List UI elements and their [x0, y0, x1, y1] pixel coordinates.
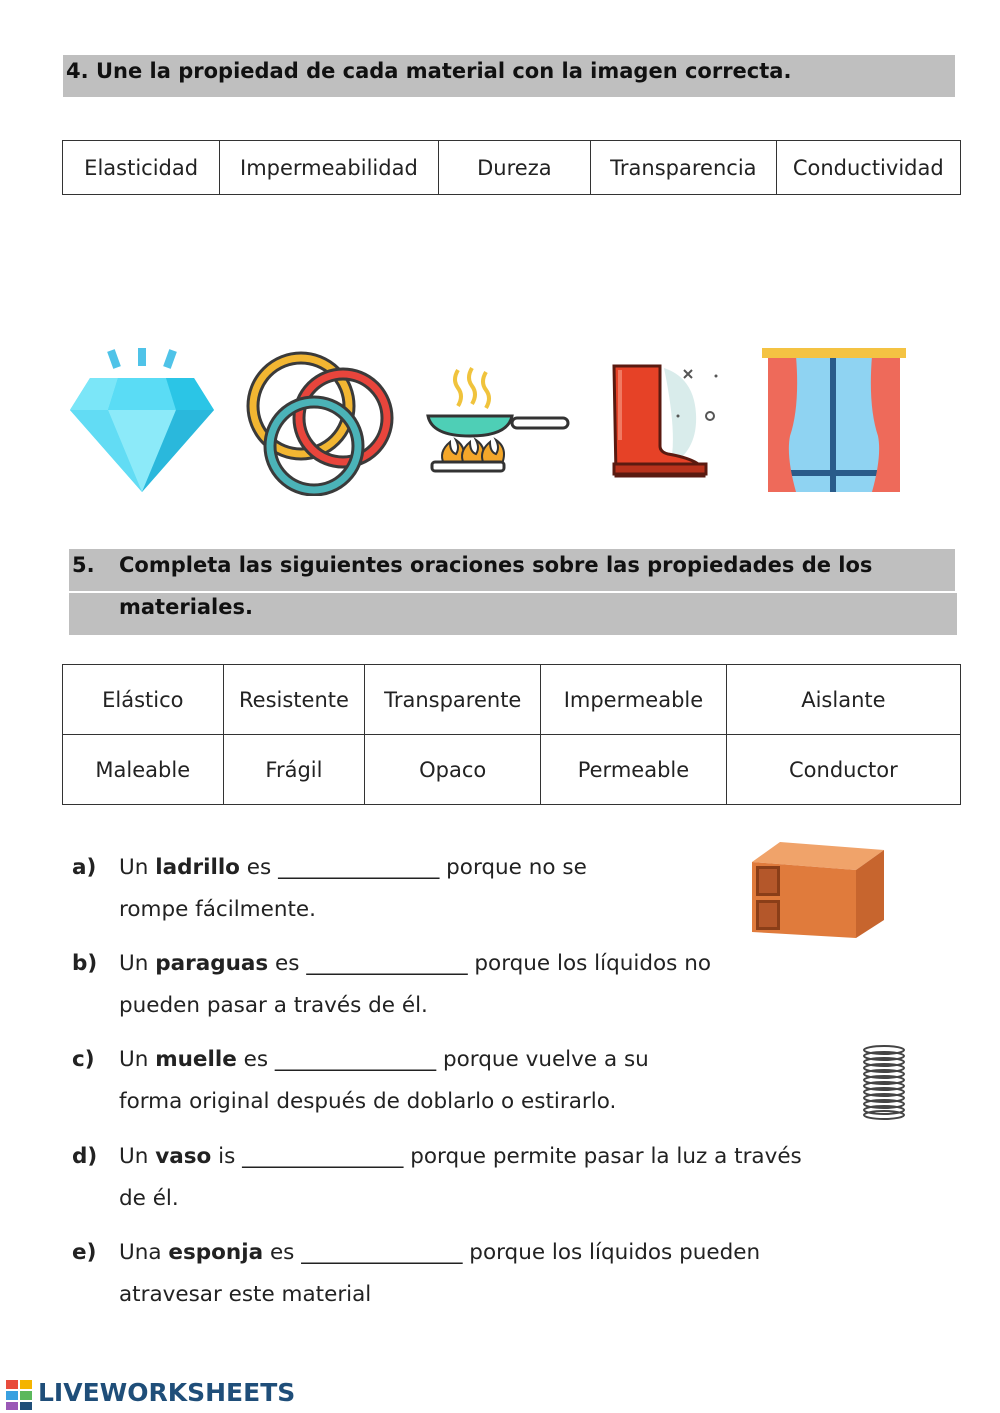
sentence-line1: Un muelle es _______________ porque vuelve a su: [119, 1047, 649, 1072]
sentence-letter: d): [72, 1144, 98, 1169]
sentence-line1: Una esponja es _______________ porque los líquidos pueden: [119, 1240, 761, 1265]
property-cell-conductivity: Conductividad: [776, 141, 960, 195]
sentence-letter: c): [72, 1047, 95, 1072]
sentence-line2: de él.: [119, 1186, 179, 1211]
brick-icon: [750, 840, 886, 940]
question-5-header-line2: [69, 593, 957, 635]
sentence-keyword: vaso: [155, 1144, 212, 1169]
question-number: 4.: [66, 59, 89, 83]
word-cell: Conductor: [726, 735, 960, 805]
logo-icon: [6, 1380, 32, 1410]
property-cell-transparency: Transparencia: [591, 141, 776, 195]
rings-icon: [246, 346, 394, 496]
question-instruction: Une la propiedad de cada material con la imagen correcta.: [96, 59, 792, 83]
word-cell: Elástico: [63, 665, 224, 735]
window-with-curtains-icon: [760, 346, 908, 496]
property-cell-elasticity: Elasticidad: [63, 141, 220, 195]
property-cell-hardness: Dureza: [438, 141, 591, 195]
sentence-line2: forma original después de doblarlo o estirarlo.: [119, 1089, 617, 1114]
sentence-line2: rompe fácilmente.: [119, 897, 316, 922]
sentence-keyword: ladrillo: [155, 855, 240, 880]
word-cell: Opaco: [365, 735, 541, 805]
sentence-line2: atravesar este material: [119, 1282, 372, 1307]
word-cell: Frágil: [223, 735, 365, 805]
word-cell: Aislante: [726, 665, 960, 735]
question-instruction-line2: materiales.: [119, 595, 253, 619]
sentence-line2: pueden pasar a través de él.: [119, 993, 428, 1018]
spring-icon: [858, 1044, 910, 1120]
sentence-keyword: paraguas: [155, 951, 269, 976]
word-cell: Permeable: [541, 735, 727, 805]
sentence-keyword: esponja: [168, 1240, 264, 1265]
question-instruction-line1: Completa las siguientes oraciones sobre las propiedades de los: [119, 553, 873, 577]
rain-boot-icon: [608, 360, 723, 480]
properties-table: [62, 140, 961, 195]
diamond-icon: [68, 346, 216, 496]
word-cell: Resistente: [223, 665, 365, 735]
property-cell-impermeability: Impermeabilidad: [220, 141, 438, 195]
word-cell: Impermeable: [541, 665, 727, 735]
brand-name: LIVEWORKSHEETS: [38, 1378, 296, 1407]
word-bank-table: [62, 664, 961, 805]
sentence-letter: b): [72, 951, 98, 976]
sentence-letter: e): [72, 1240, 97, 1265]
sentence-letter: a): [72, 855, 97, 880]
question-number: 5.: [72, 553, 95, 577]
word-cell: Maleable: [63, 735, 224, 805]
sentence-line1: Un ladrillo es _______________ porque no se: [119, 855, 587, 880]
sentence-line1: Un vaso is _______________ porque permite pasar la luz a través: [119, 1144, 802, 1169]
question-5-header-line1: [69, 549, 955, 591]
frying-pan-on-stove-icon: [424, 366, 572, 476]
question-4-header: [63, 55, 955, 97]
word-cell: Transparente: [365, 665, 541, 735]
sentence-keyword: muelle: [155, 1047, 237, 1072]
sentence-line1: Un paraguas es _______________ porque los líquidos no: [119, 951, 711, 976]
